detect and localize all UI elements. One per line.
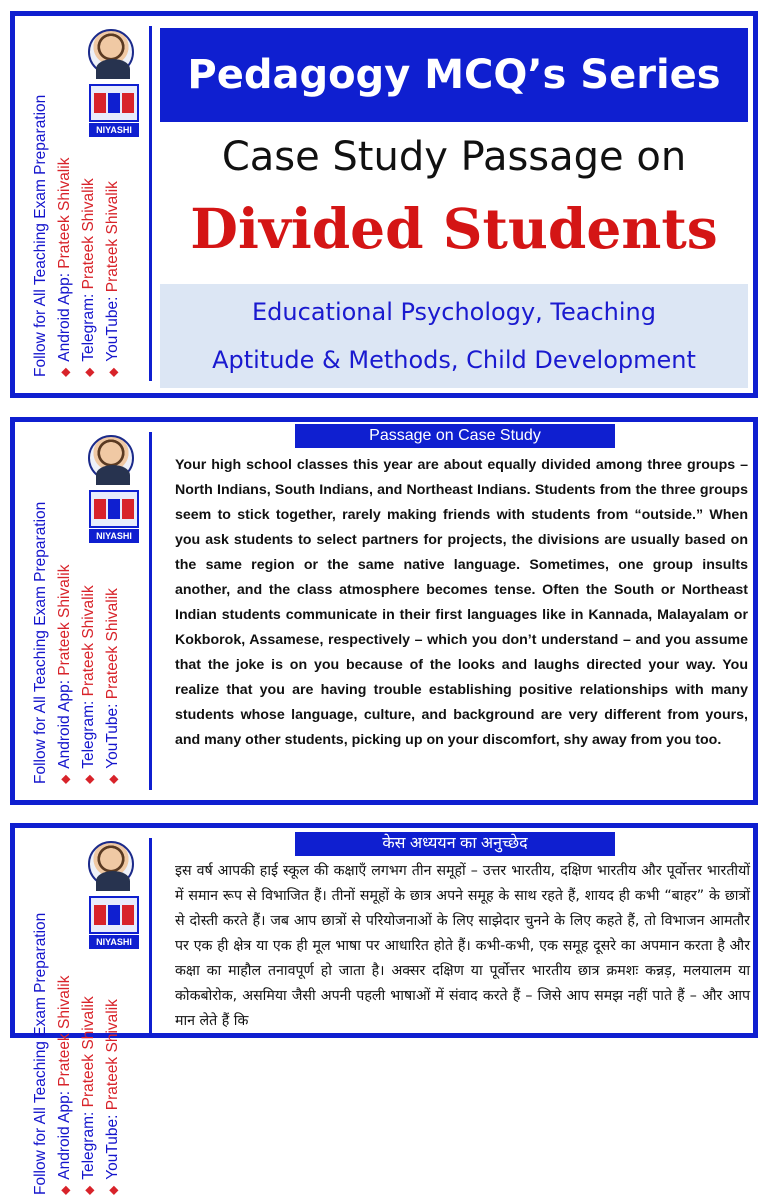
promo-strip bbox=[15, 422, 151, 800]
promo-headline: Follow for All Teaching Exam Preparation bbox=[32, 501, 49, 784]
bullet-icon: ◆ bbox=[82, 1185, 96, 1195]
promo-strip bbox=[15, 16, 151, 393]
logo-label: NIYASHI bbox=[89, 529, 139, 543]
promo-youtube bbox=[101, 37, 125, 377]
bullet-icon: ◆ bbox=[82, 774, 96, 784]
passage-heading: Passage on Case Study bbox=[295, 424, 615, 448]
promo-telegram bbox=[77, 444, 101, 784]
promo-telegram bbox=[77, 37, 101, 377]
passage-hi-card bbox=[10, 823, 758, 1195]
telegram-name: Prateek Shivalik bbox=[80, 178, 97, 290]
bullet-icon: ◆ bbox=[58, 1185, 72, 1195]
subjects-box bbox=[160, 284, 748, 388]
android-label: Android App: bbox=[56, 268, 73, 362]
promo-text bbox=[29, 37, 125, 377]
youtube-name: Prateek Shivalik bbox=[104, 588, 121, 700]
android-name: Prateek Shivalik bbox=[56, 157, 73, 269]
promo-headline: Follow for All Teaching Exam Preparation bbox=[32, 912, 49, 1195]
promo-text bbox=[29, 444, 125, 784]
series-title: Pedagogy MCQ’s Series bbox=[160, 28, 748, 122]
cover-topic: Divided Students bbox=[190, 196, 718, 261]
android-name: Prateek Shivalik bbox=[56, 564, 73, 676]
cover-card bbox=[10, 11, 758, 398]
logo-label: NIYASHI bbox=[89, 123, 139, 137]
promo-telegram bbox=[77, 855, 101, 1195]
cover-subtitle: Case Study Passage on bbox=[221, 134, 687, 180]
bullet-icon: ◆ bbox=[106, 367, 120, 377]
divider bbox=[149, 838, 152, 1038]
passage-en-card bbox=[10, 417, 758, 805]
promo-youtube bbox=[101, 855, 125, 1195]
promo-text bbox=[29, 855, 125, 1195]
youtube-name: Prateek Shivalik bbox=[104, 181, 121, 293]
telegram-label: Telegram: bbox=[80, 289, 97, 362]
logo-label: NIYASHI bbox=[89, 935, 139, 949]
passage-heading: केस अध्ययन का अनुच्छेद bbox=[295, 832, 615, 856]
android-label: Android App: bbox=[56, 1086, 73, 1180]
promo-headline: Follow for All Teaching Exam Preparation bbox=[32, 94, 49, 377]
divider bbox=[149, 26, 152, 381]
promo-android bbox=[53, 855, 77, 1195]
telegram-name: Prateek Shivalik bbox=[80, 996, 97, 1108]
youtube-name: Prateek Shivalik bbox=[104, 999, 121, 1111]
passage-text: इस वर्ष आपकी हाई स्कूल की कक्षाएँ लगभग तीन समूहों – उत्तर भारतीय, दक्षिण भारतीय और पूर्वोत्तर भारतीयों में समान रूप से विभाजित हैं। तीनों समूहों के छात्र अपने समूह के साथ रहते हैं, शायद ही कभी “बाहर” के छात्रों से दोस्ती करते हैं। जब आप छात्रों से परियोजनाओं के लिए साझेदार चुनने के लिए कहते हैं, तो विभाजन आमतौर पर एक ही क्षेत्र या एक ही मूल भाषा पर आधारित होते हैं। कभी-कभी, एक समूह दूसरे का अपमान करता है और कक्षा का माहौल तनावपूर्ण हो जाता है। अक्सर दक्षिण या पूर्वोत्तर भारतीय छात्र क्रमशः कन्नड़, मलयालम या कोकबोरोक, असमिया जैसी अपनी पहली भाषाओं में संवाद करते हैं – जिसे आप समझ नहीं पाते हैं – और आप मान लेते हैं कि bbox=[175, 863, 750, 1029]
promo-android bbox=[53, 37, 77, 377]
bullet-icon: ◆ bbox=[58, 367, 72, 377]
youtube-label: YouTube: bbox=[104, 699, 121, 769]
subjects-line-1: Educational Psychology, Teaching bbox=[252, 298, 656, 326]
youtube-label: YouTube: bbox=[104, 1110, 121, 1180]
telegram-label: Telegram: bbox=[80, 1107, 97, 1180]
android-label: Android App: bbox=[56, 675, 73, 769]
telegram-label: Telegram: bbox=[80, 696, 97, 769]
promo-android bbox=[53, 444, 77, 784]
youtube-label: YouTube: bbox=[104, 292, 121, 362]
telegram-name: Prateek Shivalik bbox=[80, 585, 97, 697]
subjects-line-2: Aptitude & Methods, Child Development bbox=[212, 346, 696, 374]
promo-youtube bbox=[101, 444, 125, 784]
bullet-icon: ◆ bbox=[106, 1185, 120, 1195]
promo-strip bbox=[15, 828, 151, 1195]
bullet-icon: ◆ bbox=[82, 367, 96, 377]
bullet-icon: ◆ bbox=[58, 774, 72, 784]
divider bbox=[149, 432, 152, 790]
passage-text: Your high school classes this year are about equally divided among three groups – North Indians, South Indians, and Northeast Indians. Students from the three groups seem to stick together, rarely making friends with students from “outside.” When you ask students to select partners for projects, the divisions are usually based on the same region or the same native language. Sometimes, one group insults another, and the class atmosphere becomes tense. Often the South or Northeast Indian students communicate in their first languages like in Kannada, Malayalam or Kokborok, Assamese, respectively – which you don’t understand – and you assume that the joke is on you because of the looks and laughs directed your way. You realize that you are having trouble establishing positive relationships with many students whose language, culture, and background are very different from yours, and many other students, picking up on your discomfort, shy away from you too. bbox=[175, 457, 748, 748]
bullet-icon: ◆ bbox=[106, 774, 120, 784]
android-name: Prateek Shivalik bbox=[56, 975, 73, 1087]
